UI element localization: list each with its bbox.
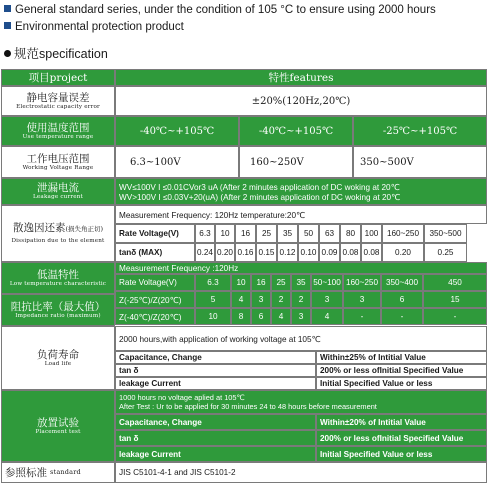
square-bullet-icon	[4, 5, 11, 12]
low-temp-frequency: Measurement Frequency :120Hz	[115, 262, 487, 274]
dissipation-rv-cell: 25	[256, 224, 277, 243]
low-temp-z40-cell: -	[343, 308, 381, 325]
temperature-label-cn: 使用温度范围	[26, 121, 90, 134]
impedance-ratio-label-cn: 阻抗比率（最大值）	[10, 300, 106, 313]
low-temp-z25-cell: 3	[251, 291, 271, 308]
low-temp-rv-cell: 450	[423, 274, 487, 291]
bullet-general-series	[4, 4, 436, 17]
low-temp-z25-cell: 3	[343, 291, 381, 308]
dissipation-rv-cell: 35	[277, 224, 298, 243]
load-life-item: leakage Current	[115, 377, 316, 390]
dissipation-tan-cell: 0.08	[361, 243, 382, 262]
leakage-label-en: Leakage current	[33, 194, 83, 200]
placement-test-item: Capacitance, Change	[115, 414, 316, 430]
voltage-range-2: 160~250V	[239, 146, 353, 178]
square-bullet-icon	[4, 22, 11, 29]
temperature-label	[1, 116, 115, 146]
low-temp-rv-cell: 10	[231, 274, 251, 291]
load-life-label-en: Load life	[44, 360, 72, 367]
leakage-value	[115, 178, 487, 205]
load-life-value: Initial Specified Value or less	[316, 377, 487, 390]
dissipation-tan-cell: 0.08	[340, 243, 361, 262]
reference-value: JIS C5101-4-1 and JIS C5101-2	[115, 462, 487, 483]
low-temp-z40-cell: 10	[195, 308, 231, 325]
capacity-label-cn: 静电容量误差	[26, 91, 90, 104]
dissipation-tan-cell: 0.15	[256, 243, 277, 262]
low-temp-label-cn: 低温特性	[37, 268, 79, 281]
dissipation-label	[1, 205, 115, 262]
dissipation-tan-cell: 0.25	[424, 243, 467, 262]
load-life-item: Capacitance, Change	[115, 351, 316, 364]
placement-test-label	[1, 390, 115, 462]
placement-test-label-cn: 放置试验	[37, 416, 79, 429]
placement-test-item: tan δ	[115, 430, 316, 446]
low-temp-z40-cell: -	[381, 308, 423, 325]
low-temp-label-en: Low temperature characteristic	[9, 280, 107, 287]
dissipation-tan-cell: 0.20	[382, 243, 424, 262]
impedance-ratio-label	[1, 294, 115, 326]
low-temp-z25-cell: 6	[381, 291, 423, 308]
dissipation-label-cn-main: 散逸因还素	[12, 222, 66, 234]
load-life-label-cn: 负荷寿命	[37, 348, 79, 361]
dissipation-rv-cell: 100	[361, 224, 382, 243]
voltage-label	[1, 146, 115, 178]
low-temp-z40-cell: -	[423, 308, 487, 325]
load-life-value: Within±25% of Intitial Value	[316, 351, 487, 364]
dissipation-rv-cell: 63	[319, 224, 340, 243]
dissipation-tan-cell: 0.09	[319, 243, 340, 262]
low-temp-rv-cell: 6.3	[195, 274, 231, 291]
placement-test-line-1: 1000 hours no voltage aplied at 105℃	[119, 393, 245, 402]
placement-test-value: 200% or less ofInitial Specified Value	[316, 430, 487, 446]
reference-label-en: standard	[50, 468, 81, 476]
load-life-value: 200% or less ofInitial Specified Value	[316, 364, 487, 377]
temperature-range-3: -25℃~+105℃	[353, 116, 487, 146]
capacity-label-en: Electrostatic capacity error	[16, 103, 100, 110]
dissipation-label-cn-small: (损失角正切)	[65, 225, 104, 233]
low-temp-rv-cell: 35	[291, 274, 311, 291]
low-temp-rv-cell: 25	[271, 274, 291, 291]
low-temp-rv-cell: 350~400	[381, 274, 423, 291]
capacity-value: ±20%(120Hz,20℃)	[115, 86, 487, 116]
leakage-line-1: WV≤100V I ≤0.01CVor3 uA (After 2 minutes application of DC woking at 20℃	[119, 182, 400, 192]
dissipation-tan-cell: 0.10	[298, 243, 319, 262]
leakage-label-cn: 泄漏电流	[37, 182, 79, 194]
placement-test-line-2: After Test : Ur to be applied for 30 minutes 24 to 48 hours before measurement	[119, 402, 377, 411]
placement-test-conditions	[115, 390, 487, 414]
low-temp-z25-cell: 2	[271, 291, 291, 308]
low-temp-rv-label: Rate Voltage(V)	[115, 274, 195, 291]
low-temp-rv-cell: 50~100	[311, 274, 343, 291]
low-temp-z25-cell: 5	[195, 291, 231, 308]
placement-test-value: Initial Specified Value or less	[316, 446, 487, 462]
capacity-label	[1, 86, 115, 116]
low-temp-z25-label: Z(-25℃)/Z(20℃)	[115, 291, 195, 308]
load-life-item: tan δ	[115, 364, 316, 377]
voltage-label-en: Working Voltage Range	[22, 164, 94, 171]
voltage-range-3: 350~500V	[353, 146, 487, 178]
dissipation-label-en: Dissipation due to the element	[11, 238, 105, 244]
dissipation-rv-cell: 6.3	[195, 224, 215, 243]
load-life-header: 2000 hours,with application of working voltage at 105℃	[115, 326, 487, 351]
dissipation-rv-cell: 350~500	[424, 224, 467, 243]
section-specification-title: 规范specification	[14, 47, 108, 61]
dissipation-rv-label: Rate Voltage(V)	[115, 224, 195, 243]
placement-test-value: Within±20% of Intitial Value	[316, 414, 487, 430]
low-temp-z25-cell: 4	[231, 291, 251, 308]
placement-test-item: leakage Current	[115, 446, 316, 462]
low-temp-z25-cell: 15	[423, 291, 487, 308]
reference-label	[1, 462, 115, 483]
dissipation-rv-cell: 80	[340, 224, 361, 243]
bullet-environmental	[4, 21, 184, 34]
header-features: 特性features	[115, 69, 487, 86]
dissipation-label-cn	[13, 222, 103, 235]
voltage-label-cn: 工作电压范围	[26, 152, 90, 165]
low-temp-z40-cell: 6	[251, 308, 271, 325]
bullet-environmental-text: Environmental protection product	[15, 21, 184, 33]
leakage-line-2: WV>100V I ≤0.03V+20(uA) (After 2 minutes application of DC woking at 20℃	[119, 192, 401, 202]
dissipation-rv-cell: 160~250	[382, 224, 424, 243]
low-temp-z40-cell: 4	[271, 308, 291, 325]
round-bullet-icon	[4, 50, 11, 57]
dissipation-tan-cell: 0.20	[215, 243, 235, 262]
temperature-range-1: -40℃~+105℃	[115, 116, 239, 146]
dissipation-tan-label: tanδ (MAX)	[115, 243, 195, 262]
dissipation-rv-cell: 10	[215, 224, 235, 243]
voltage-range-1: 6.3~100V	[115, 146, 239, 178]
low-temp-z40-cell: 4	[311, 308, 343, 325]
dissipation-tan-cell: 0.12	[277, 243, 298, 262]
low-temp-z40-label: Z(-40℃)/Z(20℃)	[115, 308, 195, 325]
low-temp-rv-cell: 16	[251, 274, 271, 291]
temperature-label-en: Use temperature range	[22, 133, 94, 140]
low-temp-z40-cell: 3	[291, 308, 311, 325]
dissipation-frequency: Measurement Frequency: 120Hz temperature:20℃	[115, 205, 487, 224]
leakage-label	[1, 178, 115, 205]
specification-table	[1, 69, 487, 487]
low-temp-label	[1, 262, 115, 294]
low-temp-z25-cell: 3	[311, 291, 343, 308]
low-temp-z40-cell: 8	[231, 308, 251, 325]
impedance-ratio-label-en: Impedance ratio (maximum)	[15, 312, 101, 319]
dissipation-tan-cell: 0.16	[235, 243, 256, 262]
dissipation-tan-cell: 0.24	[195, 243, 215, 262]
temperature-range-2: -40℃~+105℃	[239, 116, 353, 146]
reference-label-cn: 参照标准	[5, 466, 47, 479]
dissipation-rv-cell: 50	[298, 224, 319, 243]
low-temp-rv-cell: 160~250	[343, 274, 381, 291]
load-life-label	[1, 326, 115, 390]
dissipation-rv-cell: 16	[235, 224, 256, 243]
low-temp-z25-cell: 2	[291, 291, 311, 308]
section-specification	[4, 44, 108, 62]
bullet-general-series-text: General standard series, under the condition of 105 °C to ensure using 2000 hours	[15, 4, 436, 16]
placement-test-label-en: Placement test	[35, 428, 81, 435]
header-project: 项目project	[1, 69, 115, 86]
